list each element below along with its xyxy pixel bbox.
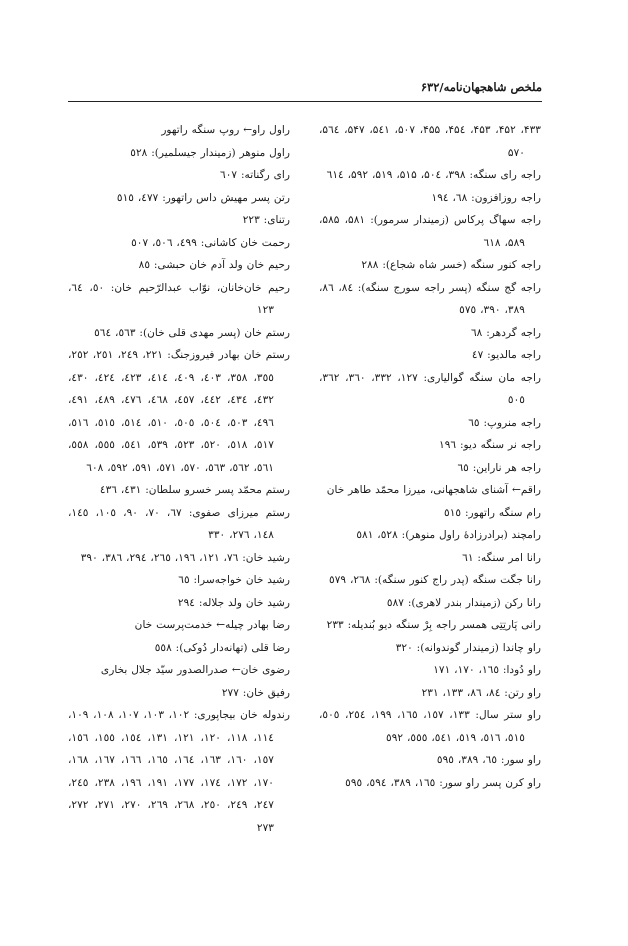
index-entry: رستم خان (پسر مهدی قلی خان): ٥٦٣، ٥٦٤ — [94, 326, 290, 339]
index-entry: راجه منروپ: ٦٥ — [468, 416, 541, 429]
index-entry: راجه هر ناراین: ٦٥ — [457, 461, 541, 474]
index-entry: رتنای: ٢٢٣ — [242, 214, 290, 226]
index-entry: راو کرن پسر راو سور: ١٦٥، ٣٨٩، ٥٩٤، ٥٩٥ — [345, 776, 541, 789]
index-entry: راو سور: ٦٥، ٣٨٩، ٥٩٥ — [436, 754, 541, 766]
index-entry: راقم← آشنای شاهجهانی، میرزا محمّد طاهر خان — [326, 484, 541, 496]
index-entry: رستم خان بهادر فیروزجنگ: ٢٢١، ٢٤٩، ٢٥١، ٢٥٢، ٣٥٥، ٣٥٨، ٤٠٣، ٤٠٩، ٤١٤، ٤٢٣، ٤٢٤، ٤٣٠، ٤٣٢، ٤٣٤، ٤٤٢، ٤٥٧، ٤٦٨، ٤٧٦، ٤٨٩، ٤٩١، ٤٩٦، ٥٠٣، ٥٠٤، ٥٠٥، ٥١٠، ٥١٤، ٥١٥، ٥١٦، ٥١٧، ٥١٨، ٥٢٠، ٥٢٣، ٥٣٩، ٥٤١، ٥٥٥، ٥٥٨، ٥٦١، ٥٦٢، ٥٦٣، ٥٧٠، ٥٧١، ٥٩١، ٥٩٢، ٦٠٨ — [68, 349, 290, 474]
index-entry: راو رتن: ٨٤، ٨٦، ١٣٣، ٢٣١ — [421, 686, 541, 699]
index-entry: رام سنگه راتهور: ٥١٥ — [444, 506, 541, 519]
index-entry: رشید خان: ٧٦، ١٢١، ١٩٦، ٢٦٥، ٢٩٤، ٣٨٦، ٣٩٠ — [80, 551, 290, 564]
index-entry: راجه مان سنگه گوالیاری: ١٢٧، ٣٣٢، ٣٦٠، ٣٦٢، ٥٠٥ — [319, 371, 541, 406]
index-entry: راو ستر سال: ١٣٣، ١٥٧، ١٦٥، ١٩٩، ٢٥٤، ٥٠٥، ٥١٥، ٥١٦، ٥١٩، ٥٤١، ٥٥٥، ٥٩٢ — [319, 709, 541, 744]
index-entry: راجه مالدیو: ٤٧ — [471, 349, 541, 361]
index-entry: راو چاندا (زمیندار گوندوانه): ۳۲۰ — [395, 641, 541, 654]
index-entry: رحیم خان‌خانان، نوّاب عبدالرّحیم خان: ٥٠، ٦٤، ١٢٣ — [68, 281, 291, 316]
index-entry: راول منوهر (زمیندار جیسلمیر): ٥٢٨ — [130, 146, 290, 159]
index-entry: راجه گردهر: ٦٨ — [470, 326, 541, 339]
index-entry: رامچند (برادرزادۀ راول منوهر): ٥٢٨، ٥٨١ — [356, 529, 541, 541]
index-entry: رای رگناته: ٦٠٧ — [220, 169, 290, 181]
index-entry: رشید خان ولد جلاله: ٢٩٤ — [177, 596, 290, 609]
index-entry: رانا امر سنگه: ٦١ — [462, 551, 541, 564]
index-entry: راجه نر سنگه دیو: ١٩٦ — [439, 439, 541, 451]
index-entry: راجه سهاگ پرکاس (زمیندار سرمور): ۵۸۱، ۵۸۵، ۵۸۹، ٦١٨ — [319, 214, 541, 249]
index-entry: رشید خان خواجه‌سرا: ٦٥ — [178, 574, 290, 586]
index-entry: رستم میرزای صفوی: ٦٧، ٧٠، ٩٠، ١٠٥، ١٤٥، ١٤٨، ٢٧٦، ٣٣٠ — [68, 506, 290, 541]
index-entry: رضا قلی (تهانه‌دار دُوکی): ٥٥٨ — [154, 641, 290, 654]
index-entry: راجه گج سنگه (پسر راجه سورج سنگه): ٨٤، ٨٦، ٣٨٩، ٣٩٠، ٥٧٥ — [319, 281, 541, 316]
index-entry: رضا بهادر چیله← خدمت‌پرست خان — [134, 619, 290, 631]
index-column-right — [319, 119, 541, 794]
index-entry: رفیق خان: ٢٧٧ — [221, 686, 290, 699]
header-rule — [68, 101, 542, 102]
index-entry: رانا جگت سنگه (پدر راج کنور سنگه): ۲٦٨، ٥٧٩ — [329, 574, 541, 586]
index-entry: راول راو← روپ سنگه راتهور — [161, 124, 290, 136]
index-entry: رضوی خان← صدرالصدور سیّد جلال بخاری — [100, 664, 290, 676]
index-entry: رانا رکن (زمیندار بندر لاهری): ٥٨٧ — [386, 596, 541, 609]
index-entry: رندوله خان بیجاپوری: ١٠٢، ١٠٣، ١٠٧، ١٠٨، ١٠٩، ١١٤، ١١٨، ١٢٠، ١٢١، ١٣١، ١٥٤، ١٥٥، ١٥٦، ١٥٧، ١٦٠، ١٦٣، ١٦٤، ١٦٥، ١٦٦، ١٦٧، ١٦٨، ١٧٠، ١٧٢، ١٧٤، ١٧٧، ١٩١، ١٩٦، ٢٣٨، ٢٤٥، ٢٤٧، ٢٤٩، ٢٥٠، ٢٦٨، ٢٦٩، ٢٧٠، ٢٧١، ٢٧٢، ٢٧٣ — [68, 709, 290, 834]
index-entry: راو دُودا: ١٦٥، ١٧٠، ١٧١ — [433, 664, 541, 676]
index-entry: ۴۳۳، ۴۵۲، ۴۵۳، ۴۵٤، ۴۵۵، ۵۰۷، ۵٤۱، ۵۴۷، ۵٦٤، ۵۷۰ — [319, 124, 541, 159]
index-entry: راجه کنور سنگه (خسر شاه شجاع): ۲۸۸ — [361, 259, 541, 271]
index-column-left — [68, 119, 290, 839]
index-entry: رستم محمّد پسر خسرو سلطان: ٤٣١، ٤٣٦ — [99, 484, 290, 496]
running-header: ملخص شاهجهان‌نامه/۶۳۲ — [420, 80, 542, 94]
index-entry: رحیم خان ولد آدم خان حبشی: ٨٥ — [138, 259, 290, 271]
index-entry: رتن پسر مهیش داس راتهور: ٤٧٧، ٥١٥ — [116, 191, 290, 204]
index-entry: راجه روزافزون: ٦٨، ١٩٤ — [431, 191, 541, 204]
index-entry: راجه رای سنگه: ۳۹۸، ۵۰٤، ۵۱۵، ۵۱۹، ۵۹۲، ٦١٤ — [326, 169, 541, 181]
index-entry: رحمت خان کاشانی: ٤٩٩، ٥٠٦، ٥٠٧ — [131, 236, 290, 249]
index-entry: رانی پَارتِتِی همسر راجه بِرْ سنگه دیو بُندیله: ۲۳۳ — [326, 619, 541, 631]
